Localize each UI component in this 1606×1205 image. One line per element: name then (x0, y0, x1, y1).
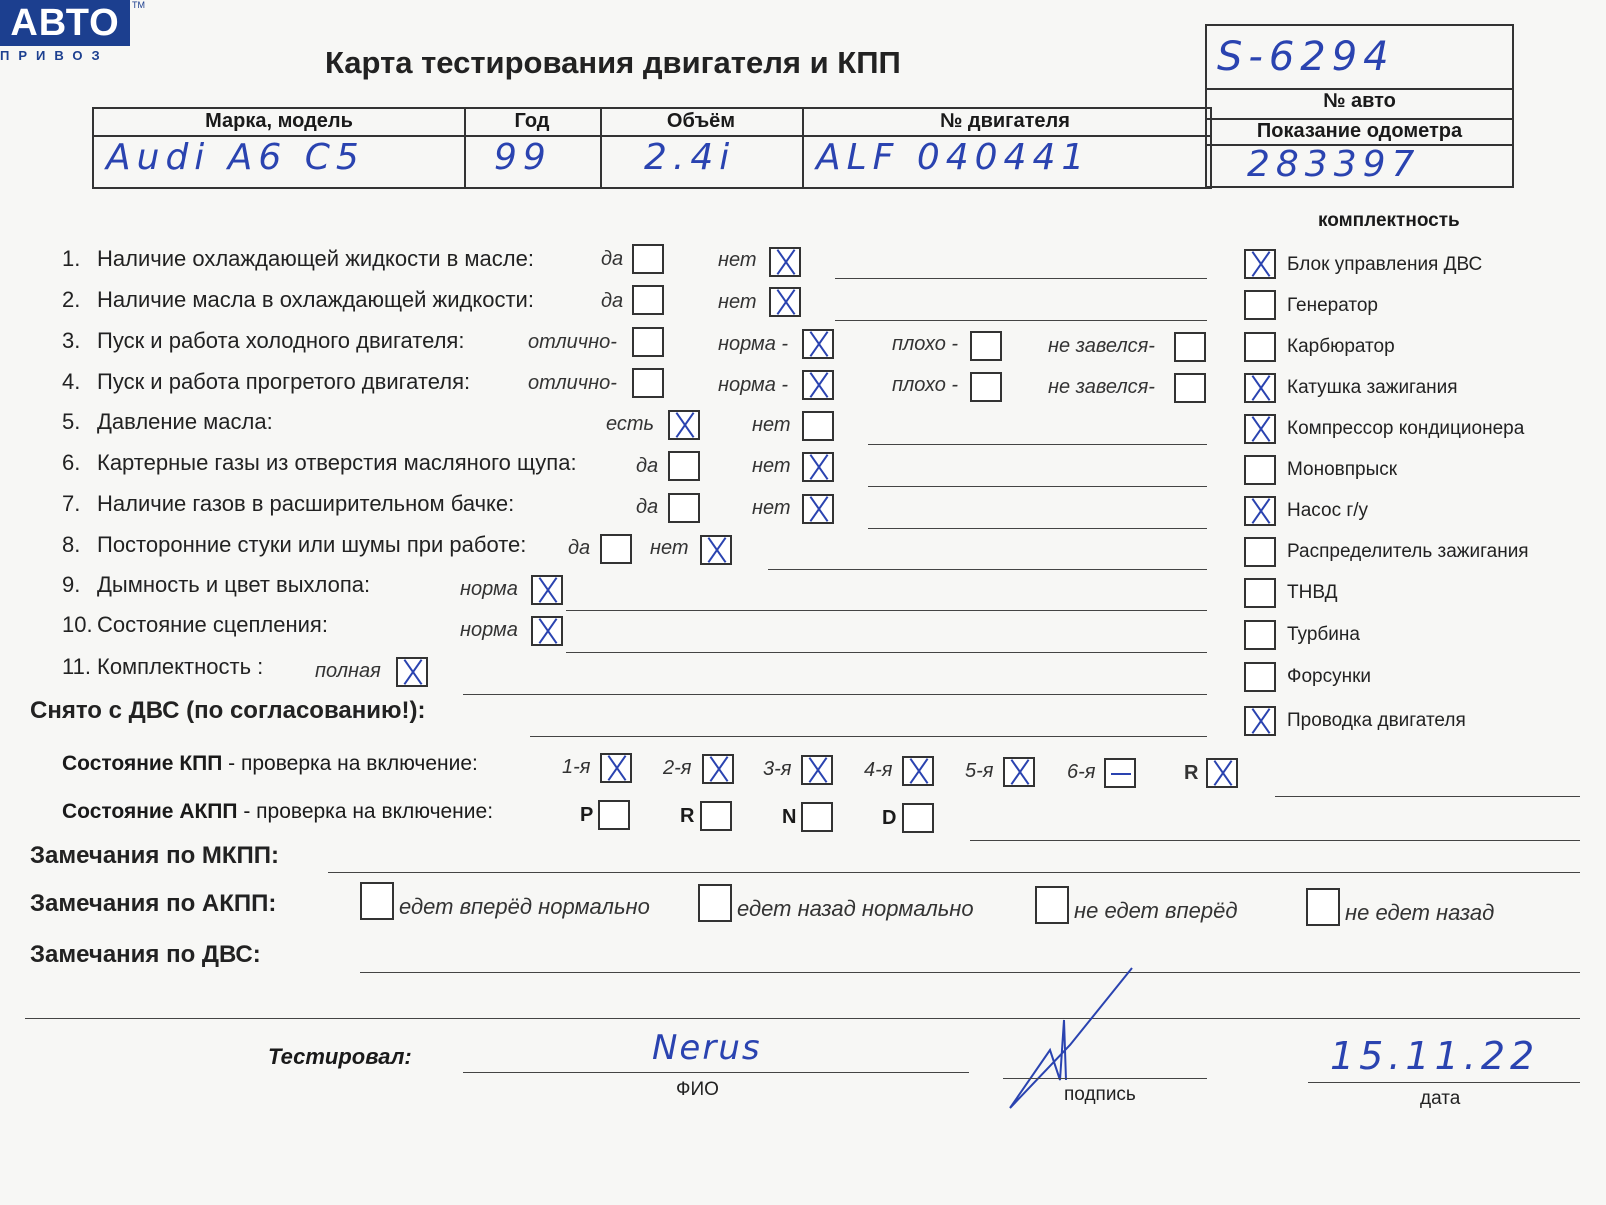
akpp-label-bold: Состояние АКПП (62, 800, 238, 823)
gear-r-label: R (1184, 762, 1199, 784)
check-9-num: 9. (62, 572, 81, 597)
check-2-yes-checkbox[interactable] (632, 285, 664, 315)
col-model: Марка, модель (205, 110, 353, 132)
check-10-num: 10. (62, 612, 93, 637)
logo-sub: ПРИВОЗ (0, 48, 109, 63)
check-4-bad-checkbox[interactable] (970, 372, 1002, 402)
check-8-opt1: да (568, 537, 591, 559)
kit-item-4: Компрессор кондиционера (1287, 418, 1525, 439)
signature-label: подпись (1064, 1084, 1136, 1105)
akpp-opt-1: едет назад нормально (737, 896, 974, 921)
check-5-opt2: нет (752, 414, 791, 436)
logo-main: АВТО (0, 0, 130, 46)
kit-wiring-checkbox[interactable] (1244, 706, 1276, 736)
date-label: дата (1420, 1088, 1461, 1109)
check-4-opt2: норма - (718, 374, 789, 396)
check-1-yes-checkbox[interactable] (632, 244, 664, 274)
brand-logo (0, 0, 145, 68)
model-value: Audi A6 C5 (106, 137, 365, 178)
tester-name: Nerus (652, 1028, 762, 1068)
check-5-no-checkbox[interactable] (802, 411, 834, 441)
date-value: 15.11.22 (1330, 1034, 1540, 1078)
check-1-num: 1. (62, 246, 81, 271)
gear-3-checkbox[interactable] (801, 755, 833, 785)
akpp-no-reverse-checkbox[interactable] (1306, 888, 1340, 926)
auto-number-label: № авто (1323, 90, 1396, 112)
kit-ecu-checkbox[interactable] (1244, 249, 1276, 279)
col-volume: Объём (666, 110, 736, 132)
check-8-yes-checkbox[interactable] (600, 534, 632, 564)
gear-4-label: 4-я (864, 759, 893, 781)
akpp-p-checkbox[interactable] (598, 800, 630, 830)
check-3-opt2: норма - (718, 333, 789, 355)
akpp-r-label: R (680, 805, 695, 827)
kit-item-9: Турбина (1287, 624, 1360, 645)
check-3-normal-checkbox[interactable] (802, 329, 834, 359)
check-4-num: 4. (62, 369, 81, 394)
check-3-text: Пуск и работа холодного двигателя: (97, 328, 465, 353)
check-4-text: Пуск и работа прогретого двигателя: (97, 369, 471, 394)
check-5-num: 5. (62, 409, 81, 434)
col-engine-no: № двигателя (940, 110, 1070, 132)
check-8-opt2: нет (650, 537, 689, 559)
gear-6-checkbox[interactable] (1104, 758, 1136, 788)
odometer-label: Показание одометра (1256, 120, 1463, 142)
check-4-opt4: не завелся- (1048, 376, 1155, 398)
check-1-text: Наличие охлаждающей жидкости в масле: (97, 246, 534, 271)
gear-1-label: 1-я (562, 756, 591, 778)
col-year: Год (514, 110, 550, 132)
kit-coil-checkbox[interactable] (1244, 373, 1276, 403)
check-11-full-checkbox[interactable] (396, 657, 428, 687)
akpp-label (62, 800, 493, 824)
kit-generator-checkbox[interactable] (1244, 290, 1276, 320)
gear-5-label: 5-я (965, 760, 994, 782)
auto-number-box (1205, 24, 1514, 188)
kit-item-11: Проводка двигателя (1287, 710, 1466, 731)
check-5-text: Давление масла: (97, 409, 273, 434)
gear-2-label: 2-я (663, 757, 692, 779)
check-7-opt2: нет (752, 497, 791, 519)
check-3-nostart-checkbox[interactable] (1174, 332, 1206, 362)
check-1-opt1: да (601, 248, 624, 270)
remarks-akpp-label: Замечания по АКПП: (30, 890, 277, 917)
check-9-normal-checkbox[interactable] (531, 575, 563, 605)
check-5-opt1: есть (606, 413, 655, 435)
check-6-yes-checkbox[interactable] (668, 451, 700, 481)
check-3-excellent-checkbox[interactable] (632, 327, 664, 357)
check-2-opt2: нет (718, 291, 757, 313)
kit-ps-pump-checkbox[interactable] (1244, 496, 1276, 526)
check-4-excellent-checkbox[interactable] (632, 368, 664, 398)
check-11-opt1: полная (315, 660, 381, 682)
kpp-label-bold: Состояние КПП (62, 752, 223, 775)
check-3-opt1: отлично- (528, 331, 617, 353)
check-11-num: 11. (62, 654, 91, 679)
auto-number-value: S-6294 (1217, 34, 1395, 80)
check-2-no-checkbox[interactable] (769, 287, 801, 317)
kit-carburetor-checkbox[interactable] (1244, 332, 1276, 362)
check-7-num: 7. (62, 491, 81, 516)
gear-r-checkbox[interactable] (1206, 758, 1238, 788)
akpp-label-rest: - проверка на включение: (237, 800, 494, 823)
check-7-text: Наличие газов в расширительном бачке: (97, 491, 515, 516)
check-3-opt3: плохо - (892, 333, 959, 355)
kit-item-1: Генератор (1287, 295, 1378, 316)
akpp-n-label: N (782, 806, 797, 828)
logo-tm: TM (132, 0, 145, 10)
akpp-forward-ok-checkbox[interactable] (360, 882, 394, 920)
odometer-value: 283397 (1247, 144, 1421, 185)
check-6-text: Картерные газы из отверстия масляного щупа: (97, 450, 577, 475)
kit-title: комплектность (1318, 210, 1460, 231)
kit-distributor-checkbox[interactable] (1244, 537, 1276, 567)
remarks-mkpp-label: Замечания по МКПП: (30, 842, 280, 869)
year-value: 99 (494, 137, 552, 178)
engine-no-value: ALF 040441 (816, 137, 1091, 178)
check-10-text: Состояние сцепления: (97, 612, 328, 637)
kpp-label (62, 752, 478, 776)
check-1-no-checkbox[interactable] (769, 247, 801, 277)
akpp-opt-2: не едет вперёд (1074, 898, 1238, 923)
check-2-text: Наличие масла в охлаждающей жидкости: (97, 287, 534, 312)
check-6-opt1: да (636, 455, 659, 477)
kit-item-6: Насос г/у (1287, 500, 1369, 521)
kit-mono-injection-checkbox[interactable] (1244, 455, 1276, 485)
kit-item-8: ТНВД (1287, 582, 1338, 603)
check-8-num: 8. (62, 532, 81, 557)
volume-value: 2.4i (644, 137, 736, 178)
check-7-opt1: да (636, 496, 659, 518)
check-11-text: Комплектность : (97, 654, 264, 679)
check-7-yes-checkbox[interactable] (668, 493, 700, 523)
kit-injectors-checkbox[interactable] (1244, 662, 1276, 692)
check-6-num: 6. (62, 450, 81, 475)
gear-3-label: 3-я (763, 758, 792, 780)
gear-5-checkbox[interactable] (1003, 757, 1035, 787)
akpp-no-forward-checkbox[interactable] (1035, 886, 1069, 924)
kit-item-3: Катушка зажигания (1287, 377, 1458, 398)
page-title: Карта тестирования двигателя и КПП (325, 45, 901, 80)
check-4-opt3: плохо - (892, 374, 959, 396)
check-2-opt1: да (601, 290, 624, 312)
check-3-opt4: не завелся- (1048, 335, 1155, 357)
check-5-yes-checkbox[interactable] (668, 410, 700, 440)
check-7-no-checkbox[interactable] (802, 494, 834, 524)
vehicle-header-table (92, 107, 1212, 189)
kit-item-0: Блок управления ДВС (1287, 254, 1483, 275)
check-3-num: 3. (62, 328, 81, 353)
gear-4-checkbox[interactable] (902, 756, 934, 786)
check-4-normal-checkbox[interactable] (802, 370, 834, 400)
akpp-d-label: D (882, 807, 897, 829)
kit-item-5: Моновпрыск (1287, 459, 1398, 480)
kit-item-2: Карбюратор (1287, 336, 1395, 357)
check-9-text: Дымность и цвет выхлопа: (97, 572, 371, 597)
check-6-opt2: нет (752, 455, 791, 477)
kit-item-10: Форсунки (1287, 666, 1371, 687)
check-2-num: 2. (62, 287, 81, 312)
tested-label: Тестировал: (268, 1044, 412, 1069)
akpp-opt-0: едет вперёд нормально (399, 894, 650, 919)
check-4-opt1: отлично- (528, 372, 617, 394)
akpp-reverse-ok-checkbox[interactable] (698, 884, 732, 922)
fio-label: ФИО (676, 1079, 719, 1100)
akpp-d-checkbox[interactable] (902, 803, 934, 833)
akpp-r-checkbox[interactable] (700, 801, 732, 831)
akpp-opt-3: не едет назад (1345, 900, 1495, 925)
check-10-normal-checkbox[interactable] (531, 616, 563, 646)
check-3-bad-checkbox[interactable] (970, 331, 1002, 361)
kit-turbo-checkbox[interactable] (1244, 620, 1276, 650)
kit-item-7: Распределитель зажигания (1287, 541, 1529, 562)
akpp-p-label: P (580, 804, 594, 826)
remarks-dvs-label: Замечания по ДВС: (30, 941, 261, 968)
removed-label: Снято с ДВС (по согласованию!): (30, 697, 426, 724)
check-8-no-checkbox[interactable] (700, 535, 732, 565)
check-6-no-checkbox[interactable] (802, 452, 834, 482)
akpp-n-checkbox[interactable] (801, 802, 833, 832)
gear-1-checkbox[interactable] (600, 753, 632, 783)
kit-tnvd-checkbox[interactable] (1244, 578, 1276, 608)
check-9-opt1: норма (460, 578, 518, 600)
gear-6-label: 6-я (1067, 761, 1096, 783)
check-10-opt1: норма (460, 619, 518, 641)
check-1-opt2: нет (718, 249, 757, 271)
gear-2-checkbox[interactable] (702, 754, 734, 784)
kpp-label-rest: - проверка на включение: (222, 752, 478, 775)
check-8-text: Посторонние стуки или шумы при работе: (97, 532, 527, 557)
kit-ac-compressor-checkbox[interactable] (1244, 414, 1276, 444)
check-4-nostart-checkbox[interactable] (1174, 373, 1206, 403)
